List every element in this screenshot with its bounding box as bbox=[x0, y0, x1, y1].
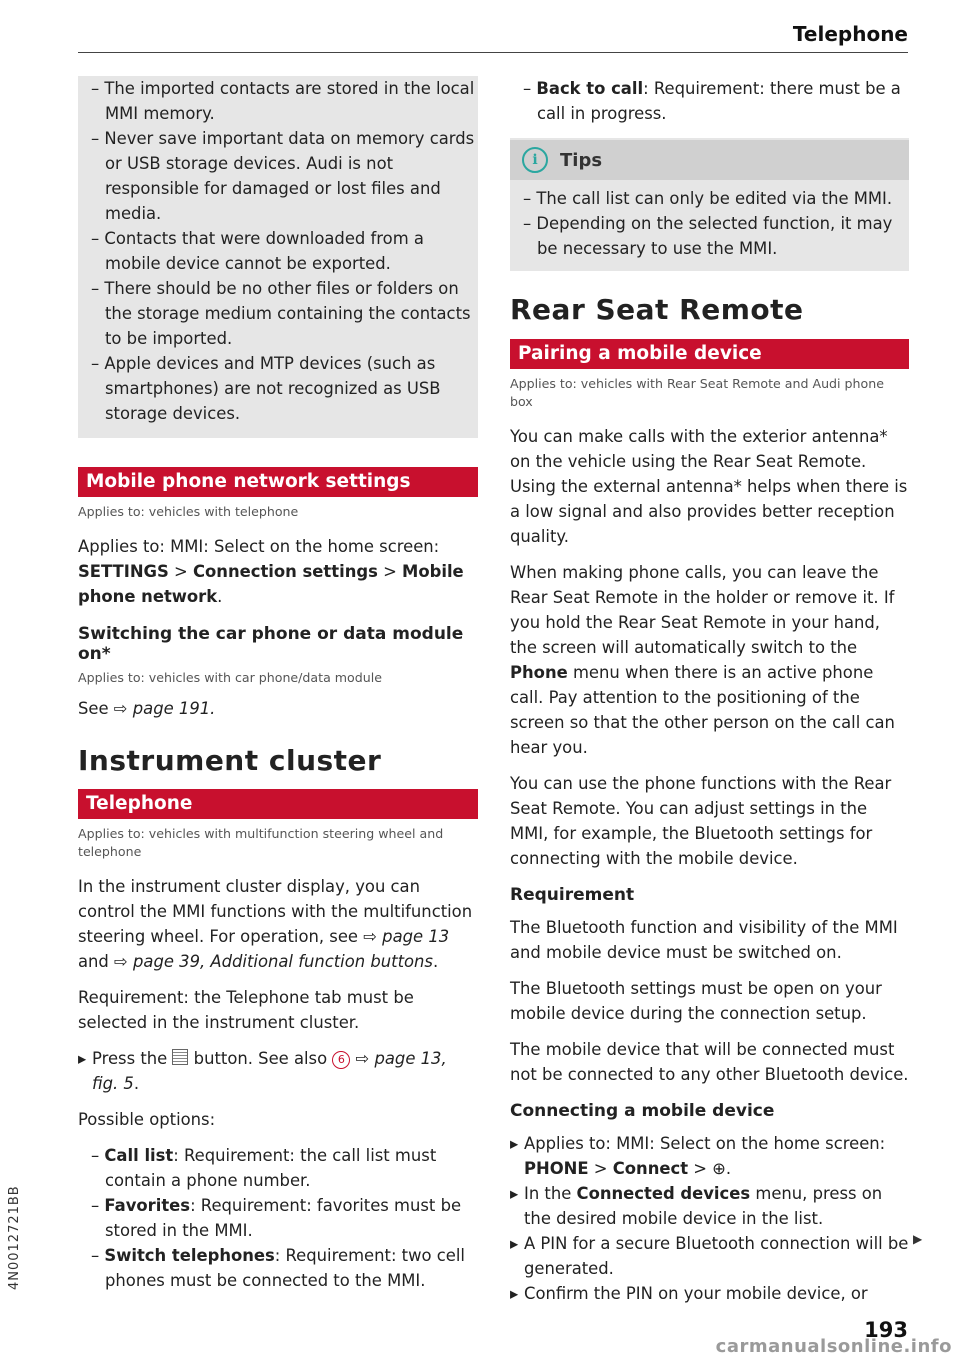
note-item: – Apple devices and MTP devices (such as smartphones) are not recognized as USB storage devices. bbox=[91, 354, 441, 423]
option-item: – Favorites: Requirement: favorites must be stored in the MMI. bbox=[91, 1196, 462, 1240]
continue-arrow-icon: ▶ bbox=[913, 1232, 923, 1246]
page-number: 193 bbox=[864, 1318, 908, 1342]
tips-header bbox=[510, 140, 909, 180]
connecting-title: Connecting a mobile device bbox=[510, 1101, 775, 1121]
document-code: 4N0012721BB bbox=[7, 1185, 22, 1290]
watermark: carmanualsonline.info bbox=[715, 1336, 952, 1357]
page-ref-link[interactable]: ⇨ page 13, fig. 5 bbox=[92, 1049, 447, 1093]
option-item: – Call list: Requirement: the call list must contain a phone number. bbox=[91, 1146, 437, 1190]
right-column bbox=[510, 76, 909, 1306]
info-icon: i bbox=[522, 147, 548, 173]
option-item: – Switch telephones: Requirement: two cell phones must be connected to the MMI. bbox=[91, 1246, 465, 1290]
page-ref-link[interactable]: ⇨ page 13 bbox=[363, 927, 450, 946]
instrument-p2: Requirement: the Telephone tab must be selected in the instrument cluster. bbox=[78, 988, 414, 1032]
section-pairing-title: Pairing a mobile device bbox=[510, 339, 909, 369]
triangle-bullet-icon: ▸ bbox=[510, 1234, 519, 1253]
req-p2: The Bluetooth settings must be open on your mobile device during the connection setup. bbox=[510, 979, 882, 1023]
section-telephone-title: Telephone bbox=[78, 789, 478, 819]
note-item: – Never save important data on memory cards or USB storage devices. Audi is not responsible for damaged or lost files and media. bbox=[91, 129, 475, 223]
section-mobile-network-title: Mobile phone network settings bbox=[78, 467, 478, 497]
note-item: – There should be no other files or folders on the storage medium containing the contacts to be imported. bbox=[91, 279, 471, 348]
applies-note: Applies to: vehicles with telephone bbox=[78, 504, 299, 519]
step-item: ▸ In the Connected devices menu, press on the desired mobile device in the list. bbox=[510, 1181, 909, 1231]
rsr-p2: When making phone calls, you can leave the Rear Seat Remote in the holder or remove it. If you hold the Rear Seat Remote in your hand, the screen will automatically switch to the Phone menu when there is an active phone call. Pay attention to the positioning of the screen so that the other person on the call can hear you. bbox=[510, 563, 895, 757]
rear-seat-remote-title: Rear Seat Remote bbox=[510, 293, 804, 326]
step-item: ▸ Applies to: MMI: Select on the home screen: PHONE > Connect > ⊕. bbox=[510, 1131, 909, 1181]
option-item: – Back to call: Requirement: there must be a call in progress. bbox=[523, 79, 901, 123]
tips-box bbox=[510, 138, 909, 271]
running-header-title: Telephone bbox=[792, 22, 908, 46]
press-instruction: ▸ Press the button. See also 6 ⇨ page 13, fig. 5. bbox=[78, 1046, 478, 1096]
rsr-p3: You can use the phone functions with the Rear Seat Remote. You can adjust settings in the MMI, for example, the Bluetooth settings for connecting with the mobile device. bbox=[510, 774, 892, 868]
step-item: ▸ Confirm the PIN on your mobile device, or bbox=[510, 1281, 909, 1306]
page-ref-link[interactable]: ⇨ page 191. bbox=[113, 699, 216, 718]
req-p1: The Bluetooth function and visibility of the MMI and mobile device must be switched on. bbox=[510, 918, 898, 962]
tip-item: – Depending on the selected function, it may be necessary to use the MMI. bbox=[523, 214, 893, 258]
triangle-bullet-icon: ▸ bbox=[510, 1134, 519, 1153]
switching-see: See ⇨ page 191. bbox=[78, 699, 216, 718]
applies-note: Applies to: vehicles with multifunction steering wheel and telephone bbox=[78, 826, 444, 859]
switching-title: Switching the car phone or data module on* bbox=[78, 624, 464, 664]
instrument-cluster-title: Instrument cluster bbox=[78, 744, 382, 777]
menu-list-icon bbox=[172, 1049, 188, 1065]
rsr-p1: You can make calls with the exterior antenna* on the vehicle using the Rear Seat Remote. Using the external antenna* helps when there is a low signal and also provides better reception quality. bbox=[510, 427, 908, 546]
header-rule bbox=[78, 52, 908, 53]
mobile-network-path: Applies to: MMI: Select on the home screen: SETTINGS > Connection settings > Mobile phone network. bbox=[78, 537, 464, 606]
note-item: – Contacts that were downloaded from a mobile device cannot be exported. bbox=[91, 229, 424, 273]
tips-label: Tips bbox=[560, 149, 603, 171]
step-item: ▸ A PIN for a secure Bluetooth connection will be generated. bbox=[510, 1231, 909, 1281]
triangle-bullet-icon: ▸ bbox=[510, 1284, 519, 1303]
left-column bbox=[78, 76, 478, 1293]
options-label: Possible options: bbox=[78, 1110, 216, 1129]
triangle-bullet-icon: ▸ bbox=[510, 1184, 519, 1203]
instrument-p1: In the instrument cluster display, you can control the MMI functions with the multifunction steering wheel. For operation, see ⇨ page 13 and ⇨ page 39, Additional function buttons. bbox=[78, 877, 473, 971]
notes-panel bbox=[78, 76, 478, 438]
tip-item: – The call list can only be edited via the MMI. bbox=[523, 189, 893, 208]
callout-number-icon: 6 bbox=[332, 1051, 350, 1069]
requirement-title: Requirement bbox=[510, 885, 635, 905]
page-ref-link[interactable]: ⇨ page 39, Additional function buttons bbox=[114, 952, 433, 971]
note-item: – The imported contacts are stored in the local MMI memory. bbox=[91, 79, 475, 123]
applies-note: Applies to: vehicles with Rear Seat Remote and Audi phone box bbox=[510, 376, 884, 409]
triangle-bullet-icon: ▸ bbox=[78, 1049, 87, 1068]
req-p3: The mobile device that will be connected must not be connected to any other Bluetooth device. bbox=[510, 1040, 909, 1084]
applies-note: Applies to: vehicles with car phone/data module bbox=[78, 670, 382, 685]
